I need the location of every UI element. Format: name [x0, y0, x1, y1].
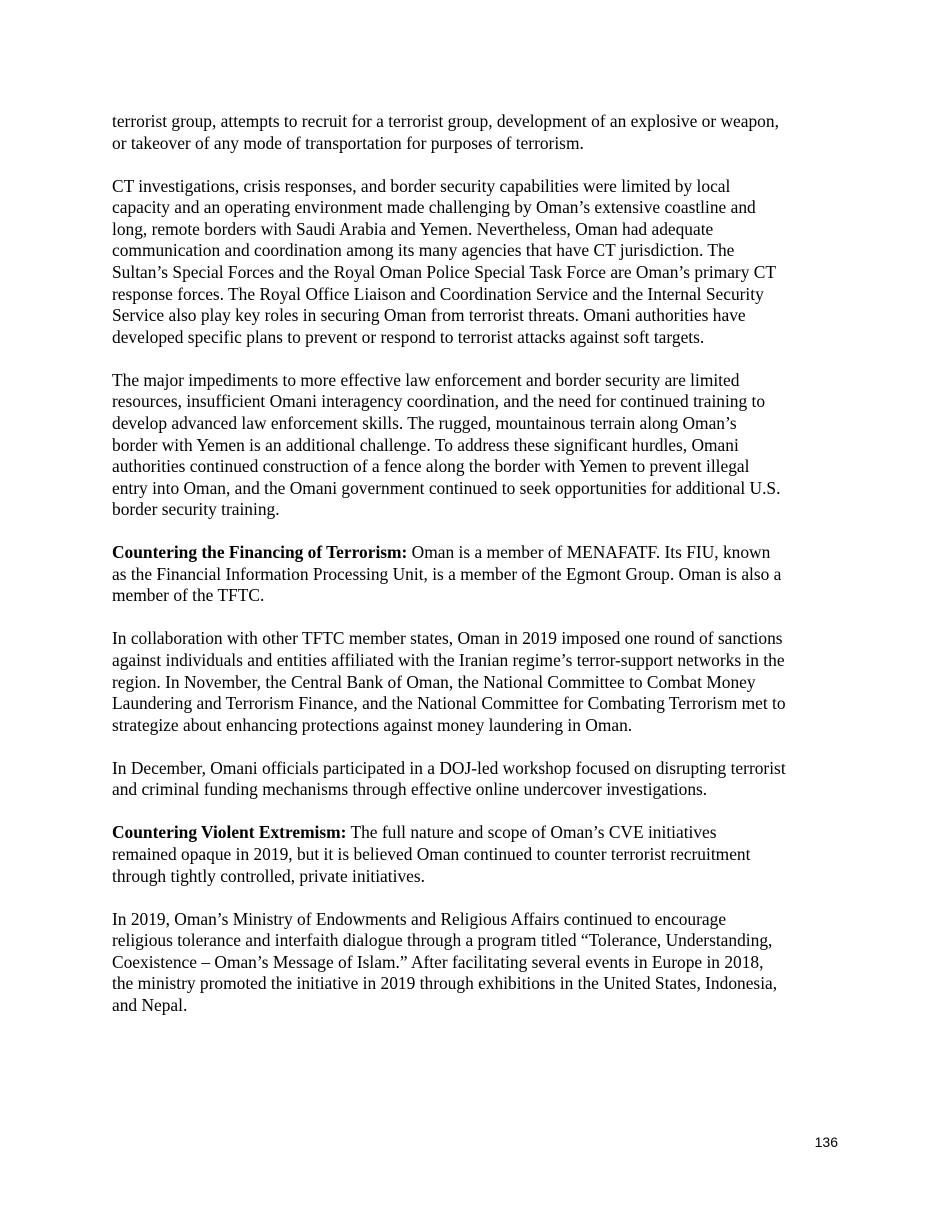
paragraph-ministry-tolerance — [112, 909, 842, 1017]
paragraph-text: CT investigations, crisis responses, and border security capabilities were limited by local capacity and an operating environment made challenging by Oman’s extensive coastline and long, remote borders with Saudi Arabia and Yemen. Nevertheless, Oman had adequate communication and coordination among its many agencies that have CT jurisdiction. The Sultan’s Special Forces and the Royal Oman Police Special Task Force are Oman’s primary CT response forces. The Royal Office Liaison and Coordination Service and the Internal Security Service also play key roles in securing Oman from terrorist threats. Omani authorities have developed specific plans to prevent or respond to terrorist attacks against soft targets. — [112, 175, 776, 347]
paragraph-text: The major impediments to more effective law enforcement and border security are limited resources, insufficient Omani interagency coordination, and the need for continued training to develop advanced law enforcement skills. The rugged, mountainous terrain along Oman’s border with Yemen is an additional challenge. To address these significant hurdles, Omani authorities continued construction of a fence along the border with Yemen to prevent illegal entry into Oman, and the Omani government continued to seek opportunities for additional U.S. border security training. — [112, 369, 781, 520]
section-heading-countering-violent-extremism: Countering Violent Extremism: — [112, 822, 347, 843]
paragraph-text: In December, Omani officials participated in a DOJ-led workshop focused on disrupting terrorist and criminal funding mechanisms through effective online undercover investigations. — [112, 757, 786, 800]
paragraph-tftc-sanctions — [112, 628, 842, 736]
paragraph-text: Oman is a member of MENAFATF. Its FIU, known as the Financial Information Processing Unit, is a member of the Egmont Group. Oman is also a member of the TFTC. — [112, 542, 782, 606]
paragraph-impediments — [112, 370, 842, 521]
paragraph-terrorism-definition-continued — [112, 111, 842, 154]
paragraph-doj-workshop — [112, 758, 842, 801]
paragraph-countering-financing — [112, 542, 842, 607]
paragraph-countering-violent-extremism — [112, 822, 842, 887]
paragraph-text: terrorist group, attempts to recruit for a terrorist group, development of an explosive or weapon, or takeover of any mode of transportation for purposes of terrorism. — [112, 111, 779, 153]
section-heading-countering-financing: Countering the Financing of Terrorism: — [112, 542, 408, 563]
paragraph-text: The full nature and scope of Oman’s CVE initiatives remained opaque in 2019, but it is believed Oman continued to counter terrorist recruitment through tightly controlled, private initiatives. — [112, 822, 751, 886]
paragraph-text: In 2019, Oman’s Ministry of Endowments and Religious Affairs continued to encourage religious tolerance and interfaith dialogue through a program titled “Tolerance, Understanding, Coexistence – Oman’s Message of Islam.” After facilitating several events in Europe in 2018, the ministry promoted the initiative in 2019 through exhibitions in the United States, Indonesia, and Nepal. — [112, 908, 778, 1015]
paragraph-ct-investigations — [112, 176, 842, 349]
paragraph-text: In collaboration with other TFTC member states, Oman in 2019 imposed one round of sanctions against individuals and entities affiliated with the Iranian regime’s terror-support networks in the region. In November, the Central Bank of Oman, the National Committee to Combat Money Laundering and Terrorism Finance, and the National Committee for Combating Terrorism met to strategize about enhancing protections against money laundering in Oman. — [112, 628, 786, 735]
document-body — [112, 111, 842, 1038]
page-number: 136 — [814, 1134, 838, 1150]
